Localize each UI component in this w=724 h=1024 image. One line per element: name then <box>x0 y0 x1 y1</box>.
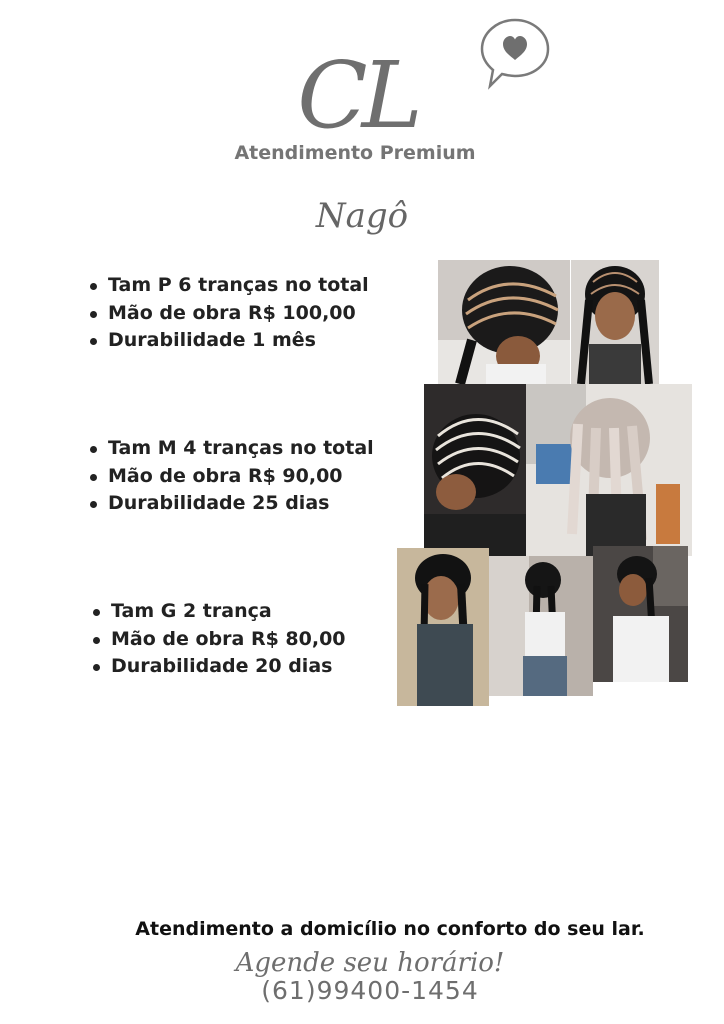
photo-braids-g-1 <box>397 548 489 706</box>
logo-monogram: CL <box>297 41 417 149</box>
list-item: Mão de obra R$ 100,00 <box>86 300 369 328</box>
list-item: Durabilidade 20 dias <box>89 653 346 681</box>
list-item: Tam P 6 tranças no total <box>86 272 369 300</box>
tier-m-list <box>86 435 374 518</box>
photo-braids-p-1 <box>438 260 570 384</box>
section-title: Nagô <box>315 196 409 236</box>
photo-braids-p-2 <box>571 260 659 384</box>
list-item: Tam M 4 tranças no total <box>86 435 374 463</box>
logo-subtitle: Atendimento Premium <box>234 142 476 164</box>
heart-speech-bubble-icon <box>476 14 554 92</box>
photo-braids-g-3 <box>593 546 688 682</box>
footer-phone[interactable]: (61)99400-1454 <box>261 976 479 1005</box>
footer-note: Atendimento a domicílio no conforto do seu lar. <box>135 918 645 940</box>
photo-braids-g-2 <box>489 556 593 696</box>
list-item: Durabilidade 25 dias <box>86 490 374 518</box>
list-item: Mão de obra R$ 90,00 <box>86 463 374 491</box>
tier-p-list <box>86 272 369 355</box>
list-item: Durabilidade 1 mês <box>86 327 369 355</box>
tier-g-list <box>89 598 346 681</box>
footer-cta: Agende seu horário! <box>235 948 505 978</box>
photo-braids-m-2 <box>526 384 692 556</box>
list-item: Mão de obra R$ 80,00 <box>89 626 346 654</box>
photo-braids-m-1 <box>424 384 526 556</box>
list-item: Tam G 2 trança <box>89 598 346 626</box>
